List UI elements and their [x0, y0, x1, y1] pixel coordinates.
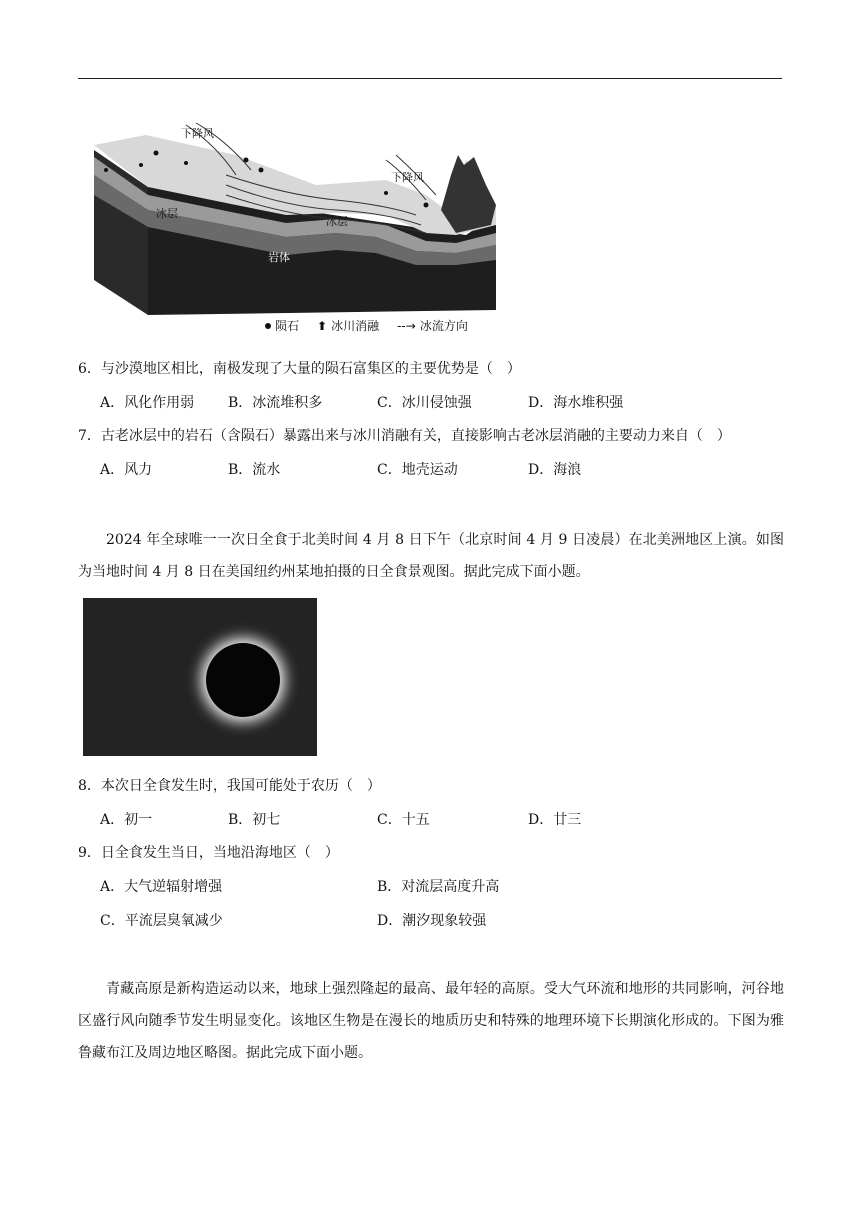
legend-melt-label: 冰川消融 — [331, 319, 380, 333]
header-rule — [78, 78, 782, 79]
q9-option-b[interactable]: B．对流层高度升高 — [377, 879, 500, 895]
q8-option-d[interactable]: D．廿三 — [528, 812, 582, 828]
diagram-label-rock: 岩体 — [268, 251, 290, 264]
question-6-stem: 6．与沙漠地区相比，南极发现了大量的陨石富集区的主要优势是（ ） — [78, 361, 521, 377]
legend-meteorite — [265, 317, 299, 334]
q7-option-b[interactable]: B．流水 — [228, 462, 281, 478]
up-arrow-icon: ⬆ — [317, 318, 328, 333]
legend-melt — [317, 317, 379, 334]
q9-option-c[interactable]: C．平流层臭氧减少 — [100, 913, 223, 929]
q8-option-c[interactable]: C．十五 — [377, 812, 430, 828]
passage-tibet — [78, 973, 784, 1069]
question-8-stem: 8．本次日全食发生时，我国可能处于农历（ ） — [78, 778, 381, 794]
passage-eclipse-text: 2024 年全球唯一一次日全食于北美时间 4 月 8 日下午（北京时间 4 月 9 日凌晨）在北美洲地区上演。如图为当地时间 4 月 8 日在美国纽约州某地拍摄的日全食景观图。据此完成下面小题。 — [78, 532, 784, 580]
passage-tibet-text: 青藏高原是新构造运动以来，地球上强烈隆起的最高、最年轻的高原。受大气环流和地形的共同影响，河谷地区盛行风向随季节发生明显变化。该地区生物是在漫长的地质历史和特殊的地理环境下长期演化形成的。下图为雅鲁藏布江及周边地区略图。据此完成下面小题。 — [78, 981, 784, 1061]
diagram-label-wind-right: 下降风 — [391, 171, 424, 184]
question-9-stem: 9．日全食发生当日，当地沿海地区（ ） — [78, 845, 339, 861]
q9-option-d[interactable]: D．潮汐现象较强 — [377, 913, 487, 929]
q7-option-d[interactable]: D．海浪 — [528, 462, 582, 478]
q7-option-c[interactable]: C．地壳运动 — [377, 462, 458, 478]
legend-flow — [397, 317, 468, 334]
legend-meteorite-label: 陨石 — [275, 319, 300, 333]
dashed-arrow-icon: ‐‐→ — [397, 318, 416, 333]
q6-option-d[interactable]: D．海水堆积强 — [528, 395, 624, 411]
q8-option-b[interactable]: B．初七 — [228, 812, 281, 828]
passage-eclipse — [78, 524, 784, 588]
eclipse-photo — [83, 598, 317, 756]
q7-option-a[interactable]: A．风力 — [100, 462, 153, 478]
diagram-label-ice-left: 冰层 — [156, 207, 178, 220]
q6-option-c[interactable]: C．冰川侵蚀强 — [377, 395, 472, 411]
q6-option-a[interactable]: A．风化作用弱 — [100, 395, 195, 411]
q9-option-a[interactable]: A．大气逆辐射增强 — [100, 879, 223, 895]
question-7-stem: 7．古老冰层中的岩石（含陨石）暴露出来与冰川消融有关，直接影响古老冰层消融的主要动力来自（ ） — [78, 428, 731, 444]
legend-flow-label: 冰流方向 — [419, 319, 468, 333]
diagram-label-ice-right: 冰层 — [326, 215, 348, 228]
glacier-diagram — [86, 115, 516, 335]
diagram-label-wind-left: 下降风 — [181, 127, 214, 140]
q6-option-b[interactable]: B．冰流堆积多 — [228, 395, 323, 411]
dot-icon — [265, 323, 271, 329]
q8-option-a[interactable]: A．初一 — [100, 812, 153, 828]
diagram-legend — [265, 317, 468, 334]
